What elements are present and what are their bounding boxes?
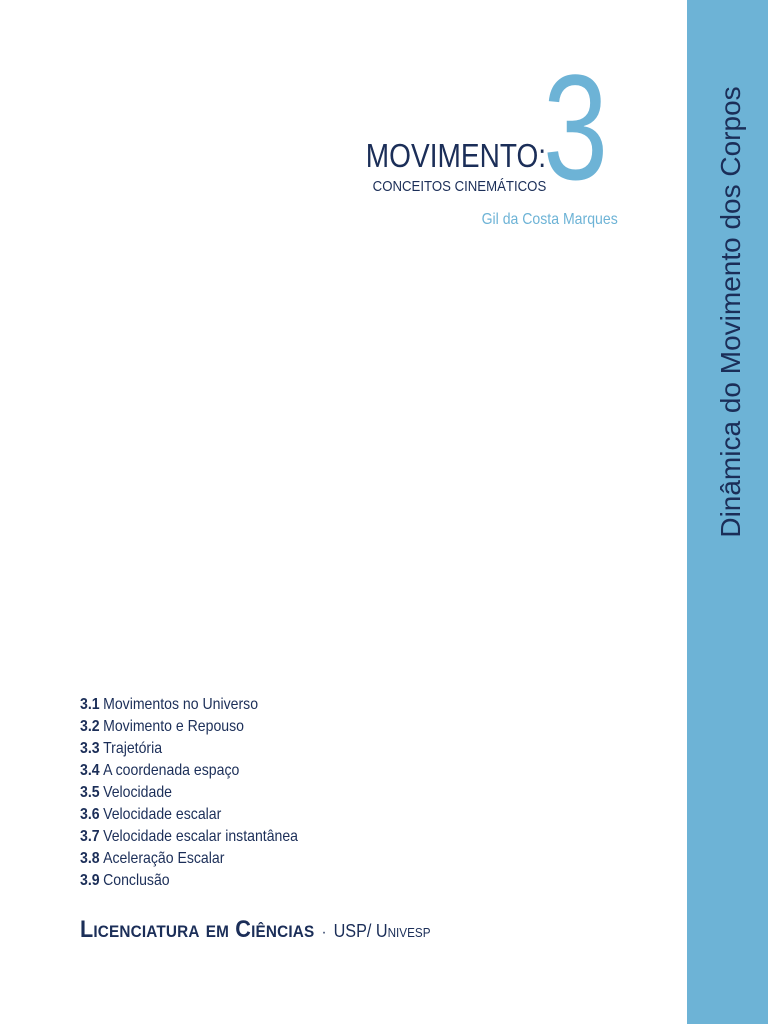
toc-number: 3.4 — [80, 762, 100, 779]
toc-label: Movimento e Repouso — [103, 718, 244, 735]
footer-institution: USP/ Univesp — [333, 921, 431, 941]
toc-label: Velocidade escalar — [103, 806, 222, 823]
toc-item — [80, 760, 298, 782]
toc-label: Velocidade escalar instantânea — [103, 828, 299, 845]
toc-number: 3.3 — [80, 740, 100, 757]
sidebar-title: Dinâmica do Movimento dos Corpos — [715, 86, 746, 538]
chapter-number: 3 — [543, 43, 609, 211]
toc-label: Trajetória — [103, 740, 163, 757]
chapter-title: MOVIMENTO: — [365, 137, 546, 174]
toc-label: A coordenada espaço — [103, 762, 240, 779]
author-name: Gil da Costa Marques — [481, 211, 618, 228]
toc-number: 3.2 — [80, 718, 100, 735]
toc-item — [80, 848, 298, 870]
toc-number: 3.8 — [80, 850, 100, 867]
toc-label: Aceleração Escalar — [103, 850, 225, 867]
toc-number: 3.7 — [80, 828, 100, 845]
table-of-contents — [80, 694, 328, 892]
toc-item — [80, 782, 298, 804]
footer-program: Licenciatura em Ciências — [80, 916, 315, 943]
toc-item — [80, 870, 298, 892]
toc-item — [80, 826, 298, 848]
toc-item — [80, 694, 298, 716]
footer-separator: · — [321, 924, 327, 941]
toc-item — [80, 738, 298, 760]
toc-item — [80, 716, 298, 738]
toc-number: 3.1 — [80, 696, 100, 713]
toc-number: 3.6 — [80, 806, 100, 823]
toc-number: 3.9 — [80, 872, 100, 889]
toc-label: Conclusão — [103, 872, 170, 889]
toc-label: Movimentos no Universo — [103, 696, 259, 713]
toc-label: Velocidade — [103, 784, 173, 801]
footer — [80, 916, 431, 944]
toc-item — [80, 804, 298, 826]
toc-number: 3.5 — [80, 784, 100, 801]
chapter-subtitle: CONCEITOS CINEMÁTICOS — [372, 178, 546, 195]
